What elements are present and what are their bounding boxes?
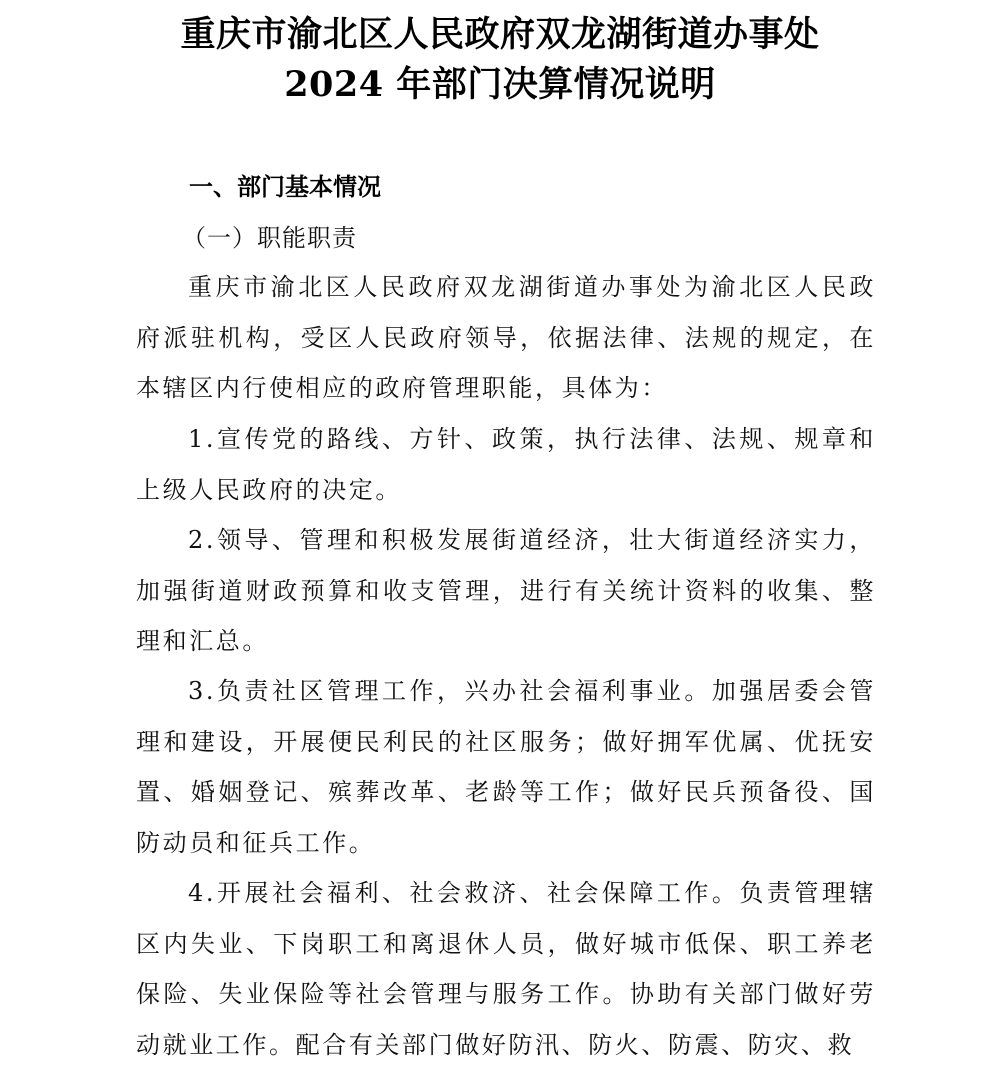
document-title-line-1: 重庆市渝北区人民政府双龙湖街道办事处 bbox=[180, 14, 820, 55]
list-item-1: 1.宣传党的路线、方针、政策，执行法律、法规、规章和上级人民政府的决定。 bbox=[136, 425, 876, 504]
section-heading: 一、部门基本情况 bbox=[189, 173, 381, 201]
list-item-4: 4.开展社会福利、社会救济、社会保障工作。负责管理辖区内失业、下岗职工和离退休人员，做好城市低保、职工养老保险、失业保险等社会管理与服务工作。协助有关部门做好劳动就业工作。配合有关部门做好防汛、防火、防震、防灾、救 bbox=[136, 879, 876, 1059]
intro-paragraph: 重庆市渝北区人民政府双龙湖街道办事处为渝北区人民政府派驻机构，受区人民政府领导，依据法律、法规的规定，在本辖区内行使相应的政府管理职能，具体为： bbox=[136, 273, 876, 402]
subsection-heading: （一）职能职责 bbox=[182, 224, 357, 252]
list-item-3: 3.负责社区管理工作，兴办社会福利事业。加强居委会管理和建设，开展便民利民的社区服务；做好拥军优属、优抚安置、婚姻登记、殡葬改革、老龄等工作；做好民兵预备役、国防动员和征兵工作。 bbox=[136, 677, 876, 857]
list-item-2: 2.领导、管理和积极发展街道经济，壮大街道经济实力，加强街道财政预算和收支管理，进行有关统计资料的收集、整理和汇总。 bbox=[136, 526, 876, 655]
document-title-line-2: 2024 年部门决算情况说明 bbox=[284, 64, 716, 105]
